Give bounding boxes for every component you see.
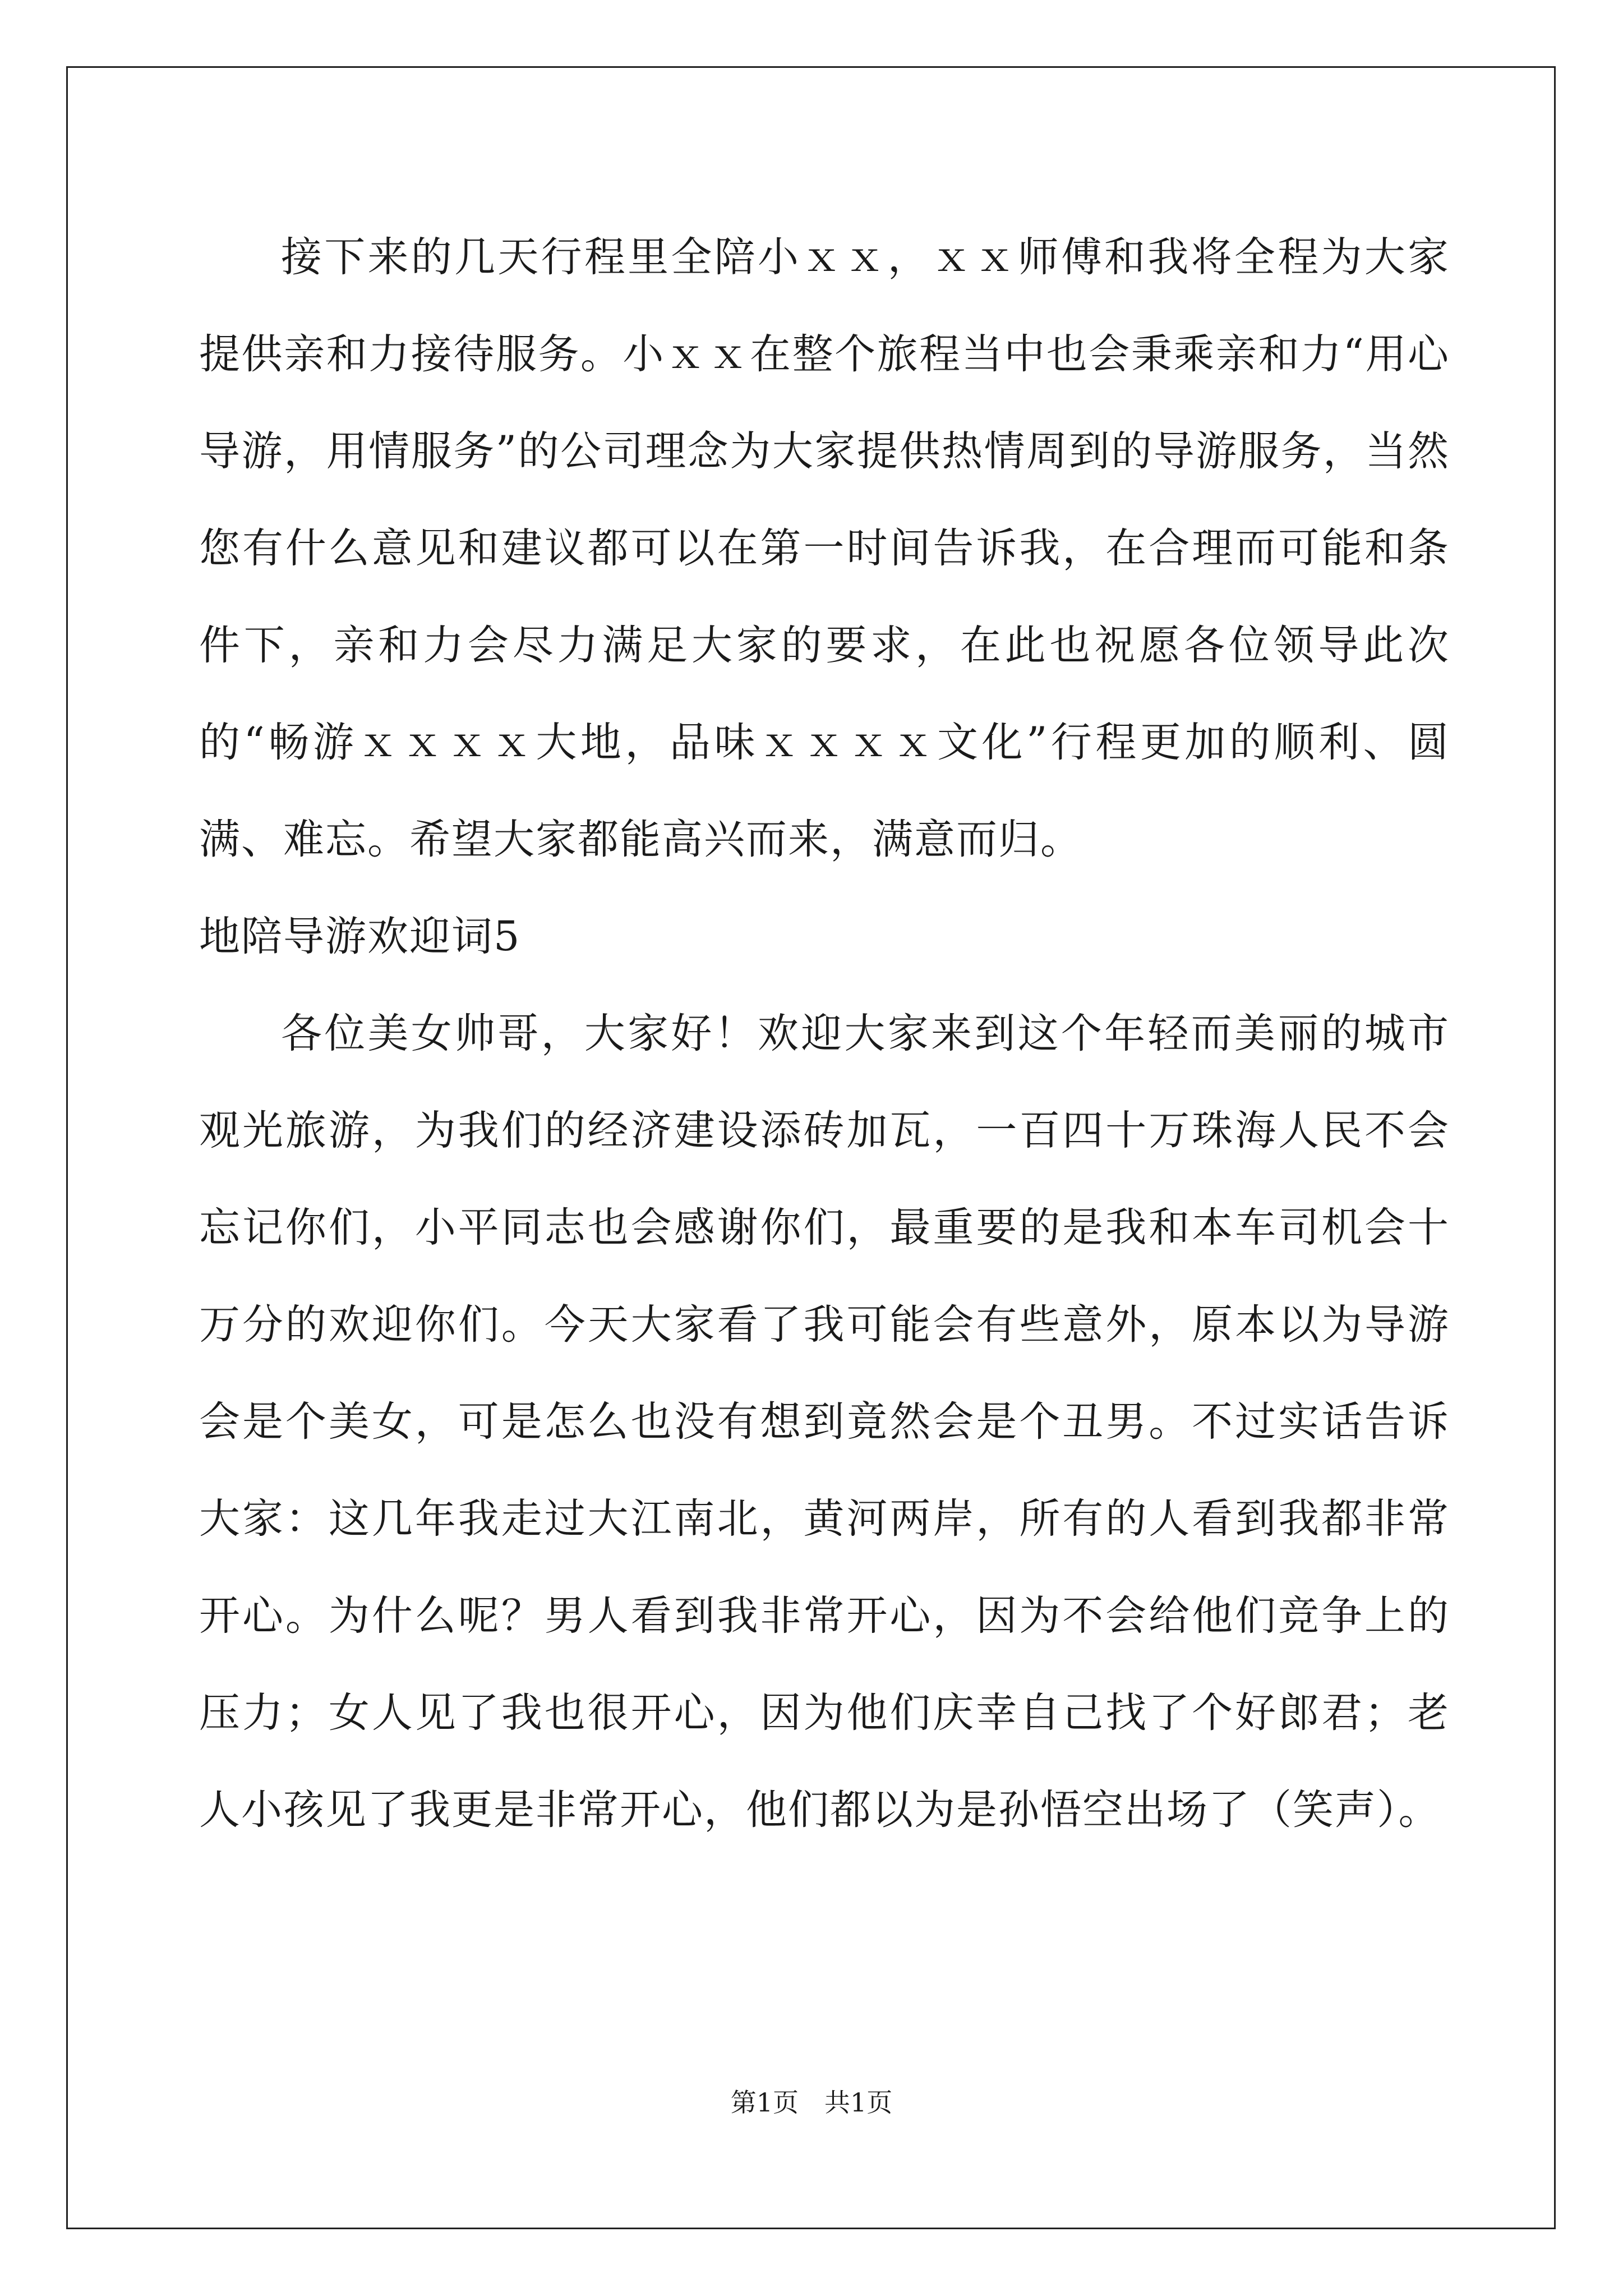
document-body <box>199 209 1450 1858</box>
body-paragraph-1: 接下来的几天行程里全陪小ｘｘ，ｘｘ师傅和我将全程为大家提供亲和力接待服务。小ｘｘ在整个旅程当中也会秉乘亲和力“用心导游，用情服务”的公司理念为大家提供热情周到的导游服务，当然您有什么意见和建议都可以在第一时间告诉我，在合理而可能和条件下，亲和力会尽力满足大家的要求，在此也祝愿各位领导此次的“畅游ｘｘｘｘ大地，品味ｘｘｘｘ文化”行程更加的顺利、圆满、难忘。希望大家都能高兴而来，满意而归。 <box>199 233 1450 863</box>
page-footer: 第1页 共1页 <box>730 2087 893 2118</box>
section-heading: 地陪导游欢迎词5 <box>199 913 521 960</box>
section-paragraph-1: 各位美女帅哥，大家好！欢迎大家来到这个年轻而美丽的城市观光旅游，为我们的经济建设添砖加瓦，一百四十万珠海人民不会忘记你们，小平同志也会感谢你们，最重要的是我和本车司机会十万分的欢迎你们。今天大家看了我可能会有些意外，原本以为导游会是个美女，可是怎么也没有想到竟然会是个丑男。不过实话告诉大家：这几年我走过大江南北，黄河两岸，所有的人看到我都非常开心。为什么呢？男人看到我非常开心，因为不会给他们竞争上的压力；女人见了我也很开心，因为他们庆幸自己找了个好郎君；老人小孩见了我更是非常开心，他们都以为是孙悟空出场了（笑声）。 <box>199 1010 1450 1834</box>
